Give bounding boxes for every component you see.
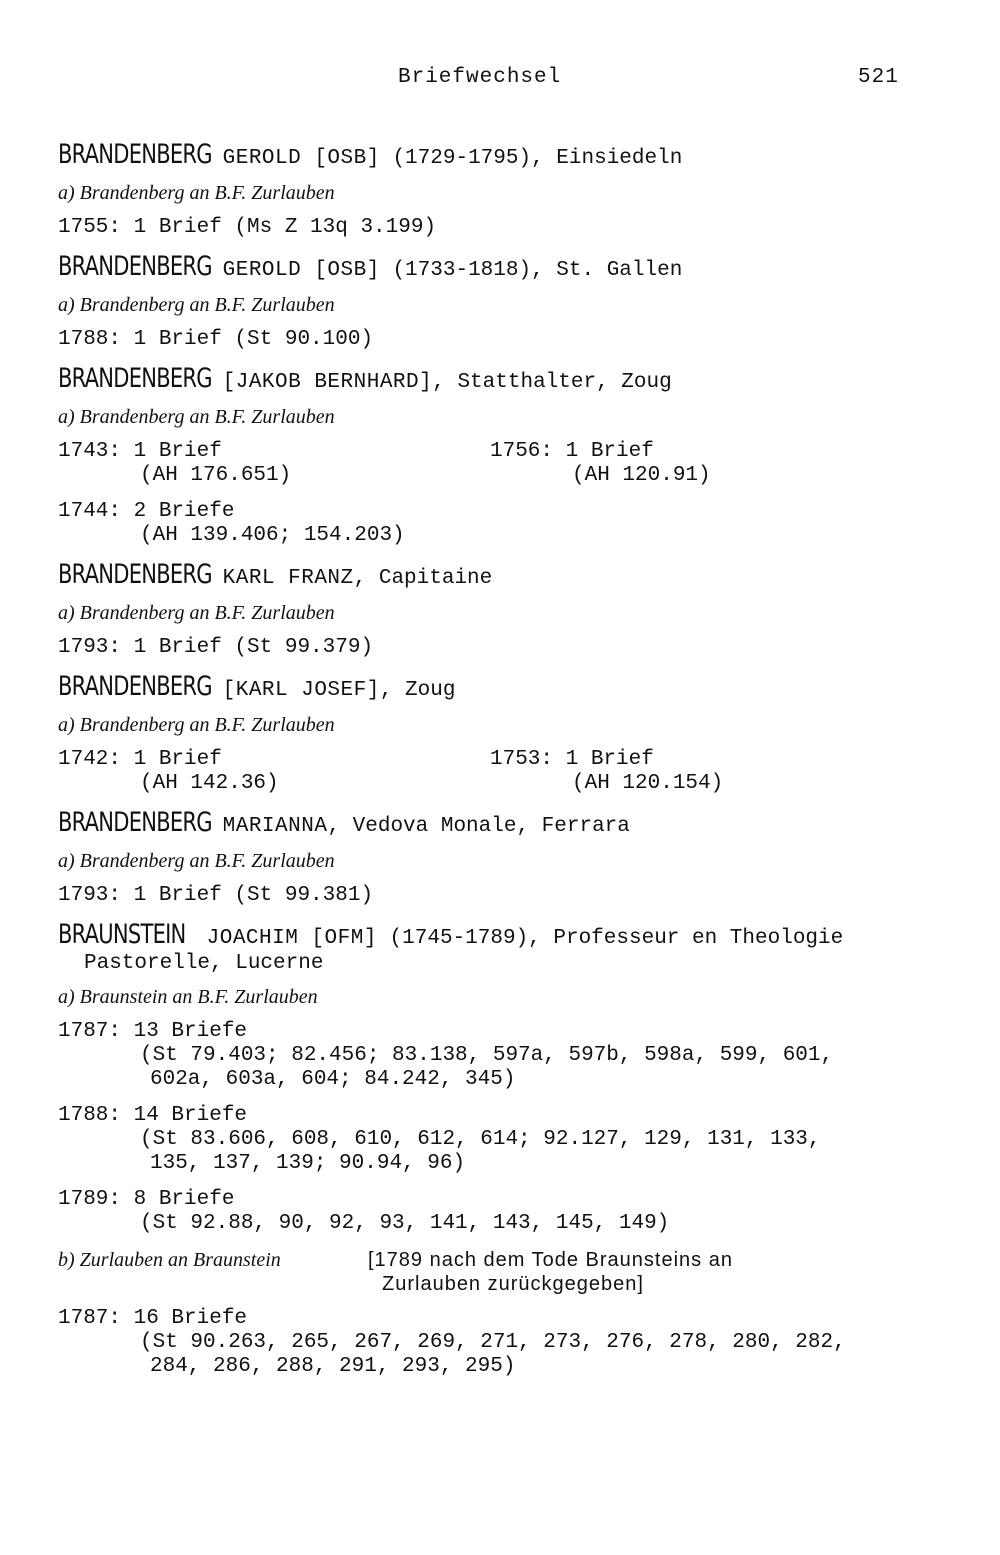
entry — [58, 251, 948, 352]
record-line: 1742: 1 Brief — [58, 748, 222, 771]
record-line: 1793: 1 Brief (St 99.381) — [58, 884, 374, 907]
entry-heading — [58, 919, 948, 952]
entry-given-name: [JAKOB BERNHARD] — [222, 371, 433, 394]
letter-record — [58, 440, 490, 488]
entry-details: , Statthalter, Zoug — [432, 371, 672, 394]
correspondence-direction: a) Brandenberg an B.F. Zurlauben — [58, 602, 335, 624]
entry-given-name: GEROLD [OSB] — [222, 147, 380, 170]
letter-record — [58, 1104, 948, 1176]
entry-given-name: KARL FRANZ — [222, 567, 354, 590]
entry-details: , Zoug — [379, 679, 456, 702]
entry-heading — [58, 363, 948, 396]
letter-record — [58, 1020, 948, 1092]
correspondence-direction: a) Brandenberg an B.F. Zurlauben — [58, 294, 335, 316]
record-reference: (St 90.263, 265, 267, 269, 271, 273, 276, 278, 280, 282, — [140, 1331, 846, 1354]
correspondence-direction: a) Brandenberg an B.F. Zurlauben — [58, 714, 335, 736]
entry-details: , Capitaine — [353, 567, 493, 590]
entry-heading — [58, 671, 948, 704]
correspondence-direction: a) Braunstein an B.F. Zurlauben — [58, 986, 318, 1008]
record-reference: 135, 137, 139; 90.94, 96) — [150, 1152, 466, 1175]
entry-details: (1729-1795), Einsiedeln — [392, 147, 683, 170]
entry-given-name: GEROLD [OSB] — [222, 259, 380, 282]
letter-record-pair — [58, 748, 948, 796]
record-line: 1787: 16 Briefe — [58, 1307, 248, 1330]
entry — [58, 919, 948, 1379]
direction-note — [368, 1248, 733, 1296]
entry-heading — [58, 251, 948, 284]
entry-surname: BRANDENBERG — [58, 251, 212, 282]
record-reference: 284, 286, 288, 291, 293, 295) — [150, 1355, 516, 1378]
record-line: 1744: 2 Briefe — [58, 500, 235, 523]
entry — [58, 671, 948, 796]
note-line: [1789 nach dem Tode Braunsteins an — [368, 1249, 733, 1271]
letter-record — [58, 748, 490, 796]
letter-record — [58, 884, 948, 908]
entry-surname: BRANDENBERG — [58, 807, 212, 838]
register-content — [58, 139, 948, 1393]
entry-heading — [58, 807, 948, 840]
entry — [58, 807, 948, 908]
record-line: 1788: 1 Brief (St 90.100) — [58, 328, 374, 351]
entry-details-continued: Pastorelle, Lucerne — [84, 952, 324, 975]
note-line: Zurlauben zurückgegeben] — [382, 1273, 644, 1295]
record-reference: (St 79.403; 82.456; 83.138, 597a, 597b, 598a, 599, 601, — [140, 1044, 834, 1067]
entry-surname: BRANDENBERG — [58, 671, 212, 702]
letter-record — [58, 1307, 948, 1379]
record-reference: (AH 142.36) — [140, 772, 279, 795]
record-line: 1743: 1 Brief — [58, 440, 222, 463]
entry-given-name: [KARL JOSEF] — [222, 679, 380, 702]
letter-record — [58, 500, 948, 548]
running-title: Briefwechsel — [398, 66, 562, 89]
letter-record — [490, 748, 922, 796]
correspondence-direction: a) Brandenberg an B.F. Zurlauben — [58, 850, 335, 872]
record-reference: (St 92.88, 90, 92, 93, 141, 143, 145, 149) — [140, 1212, 670, 1235]
record-reference: (AH 120.91) — [572, 464, 711, 487]
record-line: 1755: 1 Brief (Ms Z 13q 3.199) — [58, 216, 437, 239]
record-line: 1787: 13 Briefe — [58, 1020, 248, 1043]
correspondence-direction: b) Zurlauben an Braunstein — [58, 1249, 281, 1271]
entry — [58, 363, 948, 548]
letter-record — [58, 636, 948, 660]
entry-given-name: JOACHIM [OFM] — [206, 927, 377, 950]
record-reference: (AH 139.406; 154.203) — [140, 524, 405, 547]
record-line: 1753: 1 Brief — [490, 748, 654, 771]
entry-given-name: MARIANNA — [222, 815, 328, 838]
entry-heading — [58, 139, 948, 172]
letter-record — [58, 1188, 948, 1236]
record-reference: (AH 176.651) — [140, 464, 292, 487]
record-line: 1756: 1 Brief — [490, 440, 654, 463]
letter-record — [490, 440, 922, 488]
entry-surname: BRAUNSTEIN — [58, 919, 186, 950]
letter-record — [58, 328, 948, 352]
correspondence-direction-with-note — [58, 1248, 948, 1296]
record-reference: (AH 120.154) — [572, 772, 724, 795]
entry-details: , Vedova Monale, Ferrara — [327, 815, 630, 838]
record-line: 1789: 8 Briefe — [58, 1188, 235, 1211]
record-line: 1793: 1 Brief (St 99.379) — [58, 636, 374, 659]
entry — [58, 139, 948, 240]
entry-surname: BRANDENBERG — [58, 559, 212, 590]
correspondence-direction: a) Brandenberg an B.F. Zurlauben — [58, 406, 335, 428]
correspondence-direction: a) Brandenberg an B.F. Zurlauben — [58, 182, 335, 204]
entry-surname: BRANDENBERG — [58, 363, 212, 394]
record-line: 1788: 14 Briefe — [58, 1104, 248, 1127]
letter-record-pair — [58, 440, 948, 488]
letter-record — [58, 216, 948, 240]
entry-surname: BRANDENBERG — [58, 139, 212, 170]
record-reference: (St 83.606, 608, 610, 612, 614; 92.127, 129, 131, 133, — [140, 1128, 821, 1151]
page-number: 521 — [858, 66, 899, 89]
entry-details: (1733-1818), St. Gallen — [392, 259, 683, 282]
entry — [58, 559, 948, 660]
record-reference: 602a, 603a, 604; 84.242, 345) — [150, 1068, 516, 1091]
entry-details: (1745-1789), Professeur en Theologie — [389, 927, 844, 950]
entry-heading — [58, 559, 948, 592]
